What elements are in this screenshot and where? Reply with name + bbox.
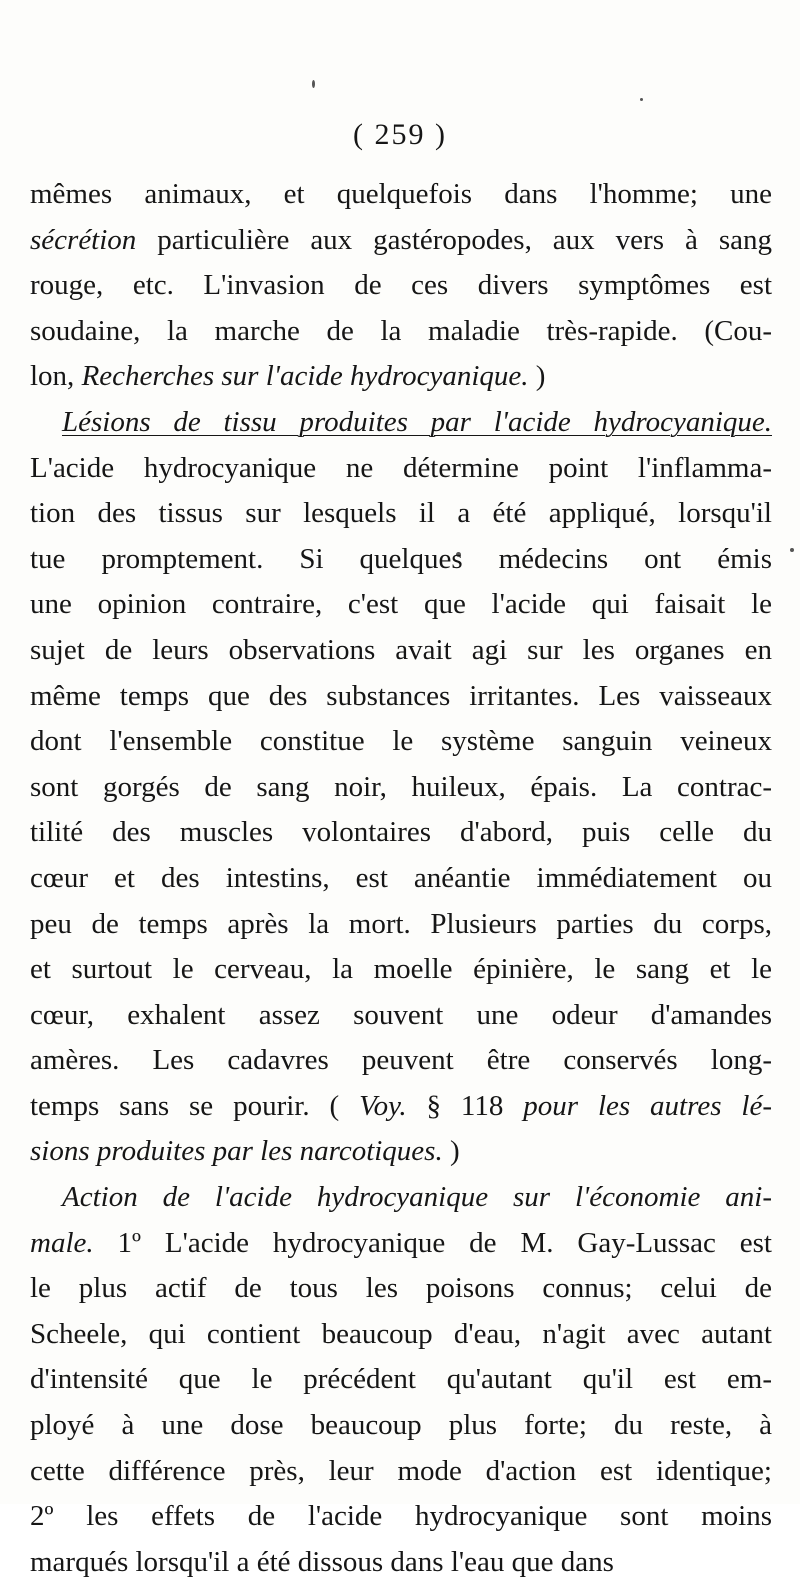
text-line [30,446,772,492]
text-line [30,1129,772,1175]
ink-speck [640,98,643,101]
text-run: temps sans se pourir. ( [30,1089,360,1122]
italic-text: Recherches sur l'acide hydrocyanique. [81,360,529,393]
text-line [30,993,772,1039]
text-run: ) [528,360,546,393]
text-line [30,1449,772,1495]
text-line [30,537,772,583]
text-line [30,810,772,856]
text-run: amères. Les cadavres peuvent être conservés long- [30,1044,772,1077]
text-line [30,856,772,902]
text-run: § 118 [406,1089,524,1122]
ink-speck [312,80,315,88]
text-run: L'acide hydrocyanique ne détermine point l'inflamma- [30,451,772,484]
text-run: marqués lorsqu'il a été dissous dans l'eau que dans [30,1545,614,1578]
text-line [30,1175,772,1221]
text-run: particulière aux gastéropodes, aux vers à sang [136,223,772,256]
italic-text: Voy. [359,1089,407,1122]
text-line [30,719,772,765]
text-run: tilité des muscles volontaires d'abord, puis celle du [30,816,772,849]
text-line [30,1312,772,1358]
text-run: sujet de leurs observations avait agi sur les organes en [30,633,772,666]
text-line [30,947,772,993]
text-line [30,400,772,446]
text-line [30,1403,772,1449]
text-run: même temps que des substances irritantes. Les vaisseaux [30,679,772,712]
text-run: ployé à une dose beaucoup plus forte; du reste, à [30,1409,772,1442]
text-run: rouge, etc. L'invasion de ces divers symptômes est [30,269,772,302]
italic-text: Action de l'acide hydrocyanique sur l'économie ani- [62,1181,772,1214]
text-line [30,765,772,811]
paragraph [30,400,772,1175]
body-text [30,172,772,1585]
text-line [30,1221,772,1267]
text-run: lon, [30,360,82,393]
text-run: une opinion contraire, c'est que l'acide qui faisait le [30,588,772,621]
text-line [30,628,772,674]
text-line [30,902,772,948]
text-run: ) [442,1135,460,1168]
italic-text: male. [30,1226,94,1259]
text-line [30,354,772,400]
text-run: sont gorgés de sang noir, huileux, épais. La contrac- [30,770,772,803]
text-line [30,1540,772,1585]
text-run: peu de temps après la mort. Plusieurs parties du corps, [30,907,772,940]
page-number: ( 259 ) [353,118,447,151]
text-run: d'intensité que le précédent qu'autant qu'il est em- [30,1363,772,1396]
paragraph [30,172,772,400]
text-run: et surtout le cerveau, la moelle épinière, le sang et le [30,953,772,986]
text-line [30,1038,772,1084]
text-run: Scheele, qui contient beaucoup d'eau, n'agit avec autant [30,1317,772,1350]
text-line [30,172,772,218]
ink-speck [790,548,794,552]
text-line [30,309,772,355]
text-line [30,582,772,628]
text-run: tue promptement. Si quelques médecins ont émis [30,542,772,575]
italic-text: sécrétion [30,223,137,256]
text-line [30,1494,772,1540]
text-line [30,218,772,264]
text-run: tion des tissus sur lesquels il a été appliqué, lorsqu'il [30,497,772,530]
text-run: 1º L'acide hydrocyanique de M. Gay-Lussac est [93,1226,772,1259]
text-line [30,491,772,537]
text-run: soudaine, la marche de la maladie très-rapide. (Cou- [30,314,772,347]
text-line [30,263,772,309]
text-run: 2º les effets de l'acide hydrocyanique sont moins [30,1500,772,1533]
italic-text: pour les autres lé- [523,1089,772,1122]
text-run: cœur, exhalent assez souvent une odeur d'amandes [30,998,772,1031]
text-run: le plus actif de tous les poisons connus; celui de [30,1272,772,1305]
text-run: cœur et des intestins, est anéantie immédiatement ou [30,861,772,894]
text-line [30,1084,772,1130]
italic-text: Lésions de tissu produites par l'acide hydrocyanique. [62,405,772,438]
italic-text: sions produites par les narcotiques. [30,1135,443,1168]
text-run: mêmes animaux, et quelquefois dans l'homme; une [30,178,772,210]
paragraph [30,1175,772,1585]
text-run: cette différence près, leur mode d'action est identique; [30,1454,772,1487]
text-line [30,1266,772,1312]
text-line [30,674,772,720]
text-run: dont l'ensemble constitue le système sanguin veineux [30,725,772,758]
text-line [30,1357,772,1403]
